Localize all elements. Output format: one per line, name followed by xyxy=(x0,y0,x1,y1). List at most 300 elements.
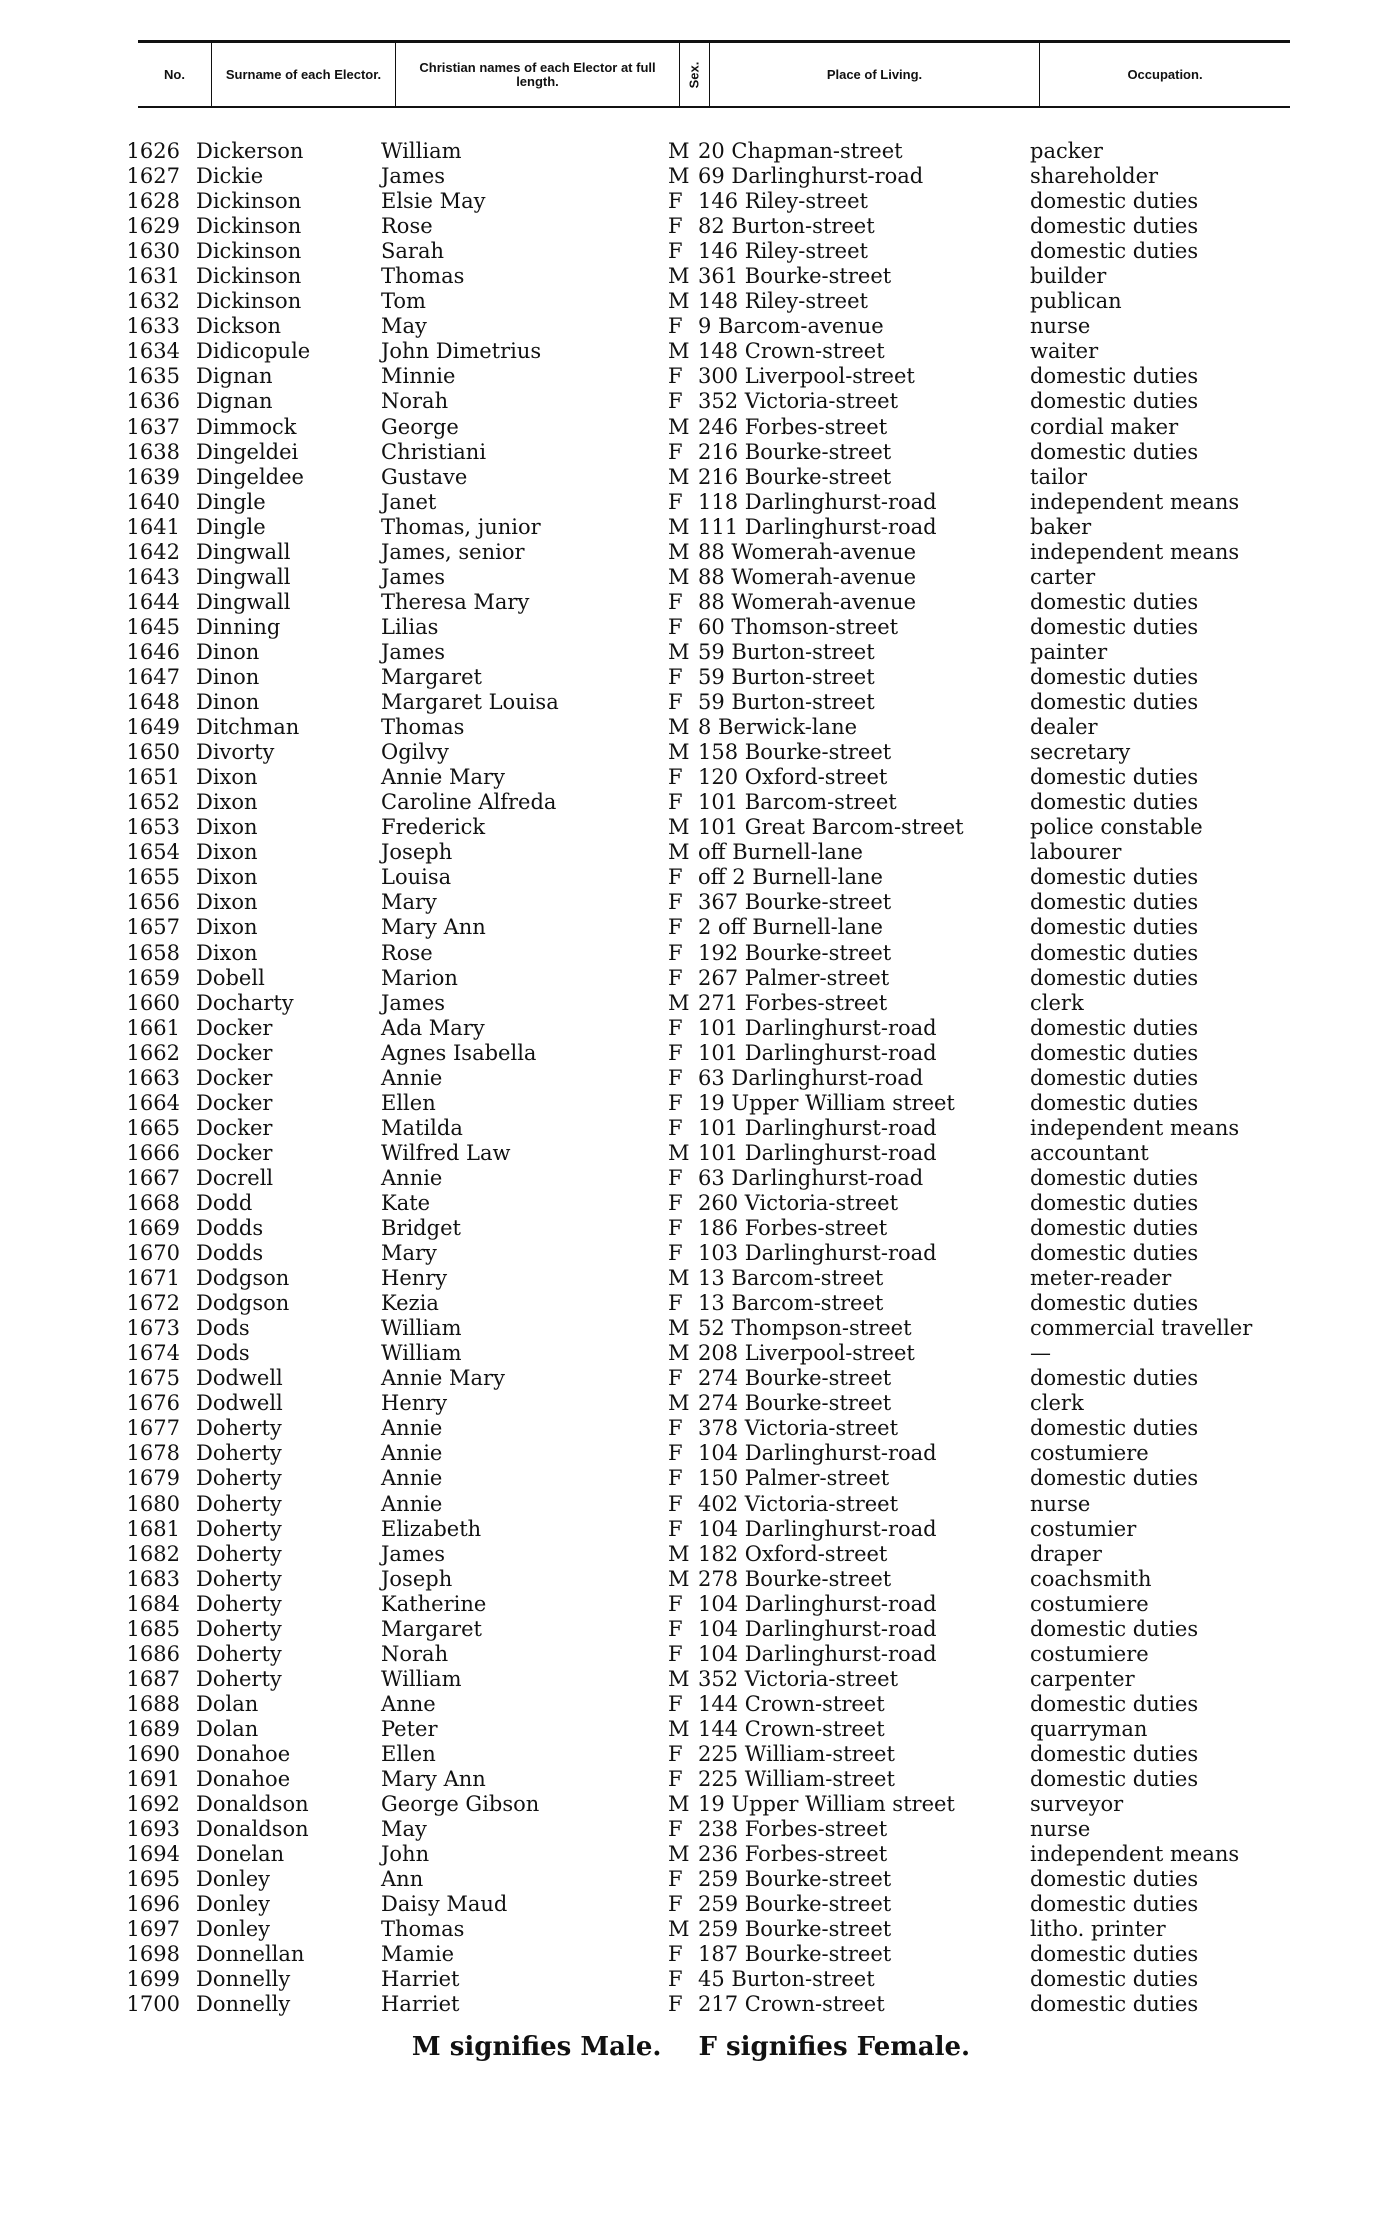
table-row xyxy=(0,1517,1382,1542)
elector-surname: Dingwall xyxy=(196,589,291,614)
elector-sex: M xyxy=(668,715,690,740)
elector-occupation: clerk xyxy=(1030,1391,1084,1416)
elector-sex: F xyxy=(668,439,683,464)
elector-number: 1700 xyxy=(126,1992,180,2017)
elector-occupation: domestic duties xyxy=(1030,1241,1199,1266)
elector-surname: Dixon xyxy=(196,815,258,840)
elector-christian-names: Matilda xyxy=(381,1115,463,1140)
elector-surname: Docker xyxy=(196,1140,273,1165)
elector-sex: F xyxy=(668,1115,683,1140)
elector-number: 1660 xyxy=(126,990,180,1015)
elector-surname: Donnelly xyxy=(196,1967,291,1992)
elector-sex: F xyxy=(668,1942,683,1967)
elector-sex: F xyxy=(668,1165,683,1190)
elector-occupation: litho. printer xyxy=(1030,1917,1166,1942)
elector-place: 111 Darlinghurst-road xyxy=(698,514,937,539)
elector-occupation: domestic duties xyxy=(1030,1967,1199,1992)
elector-occupation: nurse xyxy=(1030,1817,1091,1842)
elector-place: 101 Darlinghurst-road xyxy=(698,1040,937,1065)
elector-surname: Dingeldei xyxy=(196,439,299,464)
elector-occupation: publican xyxy=(1030,289,1122,314)
elector-christian-names: Lilias xyxy=(381,614,439,639)
elector-place: 352 Victoria-street xyxy=(698,389,899,414)
elector-christian-names: Norah xyxy=(381,389,449,414)
elector-occupation: police constable xyxy=(1030,815,1203,840)
elector-place: 2 off Burnell-lane xyxy=(698,915,883,940)
elector-christian-names: Annie Mary xyxy=(381,1366,505,1391)
table-row xyxy=(0,740,1382,765)
elector-place: 158 Bourke-street xyxy=(698,740,892,765)
elector-number: 1654 xyxy=(126,840,180,865)
elector-occupation: domestic duties xyxy=(1030,940,1199,965)
elector-surname: Donahoe xyxy=(196,1742,291,1766)
elector-sex: M xyxy=(668,339,690,364)
elector-occupation: domestic duties xyxy=(1030,765,1199,790)
elector-occupation: independent means xyxy=(1030,1115,1240,1140)
elector-christian-names: Margaret Louisa xyxy=(381,690,559,715)
elector-place: 278 Bourke-street xyxy=(698,1566,892,1591)
elector-christian-names: Anne xyxy=(381,1691,436,1716)
elector-number: 1664 xyxy=(126,1090,180,1115)
elector-number: 1651 xyxy=(126,765,180,790)
elector-christian-names: Rose xyxy=(381,214,433,239)
elector-occupation: baker xyxy=(1030,514,1092,539)
elector-surname: Dolan xyxy=(196,1716,259,1741)
elector-christian-names: Margaret xyxy=(381,1616,482,1641)
elector-place: 88 Womerah-avenue xyxy=(698,589,917,614)
table-row xyxy=(0,715,1382,740)
elector-christian-names: William xyxy=(381,139,462,163)
elector-christian-names: Henry xyxy=(381,1266,448,1291)
elector-sex: F xyxy=(668,1040,683,1065)
elector-christian-names: Thomas, junior xyxy=(381,514,541,539)
elector-christian-names: Mamie xyxy=(381,1942,455,1967)
elector-christian-names: James, senior xyxy=(381,539,525,564)
header-sex-label: Sex. xyxy=(686,61,702,88)
elector-surname: Doherty xyxy=(196,1616,282,1641)
elector-sex: M xyxy=(668,1842,690,1867)
header-place-of-living: Place of Living. xyxy=(710,43,1040,106)
male-legend: M signifies Male. xyxy=(411,2032,662,2062)
elector-surname: Doherty xyxy=(196,1441,282,1466)
elector-number: 1683 xyxy=(126,1566,180,1591)
footer-legend xyxy=(0,2032,1382,2062)
elector-place: 187 Bourke-street xyxy=(698,1942,892,1967)
elector-occupation: domestic duties xyxy=(1030,1165,1199,1190)
elector-christian-names: Louisa xyxy=(381,865,452,890)
elector-sex: F xyxy=(668,1767,683,1792)
table-row xyxy=(0,1116,1382,1141)
elector-number: 1699 xyxy=(126,1967,180,1992)
elector-number: 1662 xyxy=(126,1040,180,1065)
elector-surname: Donnelly xyxy=(196,1992,291,2017)
elector-christian-names: Marion xyxy=(381,965,458,990)
elector-occupation: tailor xyxy=(1030,464,1088,489)
table-row xyxy=(0,164,1382,189)
elector-christian-names: Kate xyxy=(381,1190,431,1215)
elector-surname: Doherty xyxy=(196,1666,282,1691)
elector-place: 271 Forbes-street xyxy=(698,990,888,1015)
elector-christian-names: George Gibson xyxy=(381,1792,540,1817)
elector-place: 186 Forbes-street xyxy=(698,1216,888,1241)
elector-christian-names: James xyxy=(381,639,446,664)
elector-sex: M xyxy=(668,564,690,589)
elector-surname: Dickinson xyxy=(196,264,302,289)
elector-surname: Dingwall xyxy=(196,539,291,564)
table-row xyxy=(0,1391,1382,1416)
elector-surname: Docharty xyxy=(196,990,294,1015)
elector-number: 1688 xyxy=(126,1691,180,1716)
elector-place: 8 Berwick-lane xyxy=(698,715,858,740)
elector-christian-names: Joseph xyxy=(381,840,453,865)
table-row xyxy=(0,264,1382,289)
elector-occupation: domestic duties xyxy=(1030,1767,1199,1792)
elector-number: 1663 xyxy=(126,1065,180,1090)
elector-christian-names: Ellen xyxy=(381,1742,436,1766)
elector-number: 1694 xyxy=(126,1842,180,1867)
elector-surname: Donaldson xyxy=(196,1792,309,1817)
elector-christian-names: Harriet xyxy=(381,1967,460,1992)
elector-surname: Dodgson xyxy=(196,1266,290,1291)
elector-christian-names: Annie xyxy=(381,1491,443,1516)
elector-sex: M xyxy=(668,139,690,163)
elector-surname: Dodwell xyxy=(196,1391,283,1416)
elector-occupation: domestic duties xyxy=(1030,239,1199,264)
elector-number: 1661 xyxy=(126,1015,180,1040)
header-christian-names: Christian names of each Elector at full length. xyxy=(396,43,680,106)
elector-sex: M xyxy=(668,164,690,189)
table-row xyxy=(0,1366,1382,1391)
header-surname: Surname of each Elector. xyxy=(212,43,396,106)
elector-occupation: domestic duties xyxy=(1030,1190,1199,1215)
elector-number: 1692 xyxy=(126,1792,180,1817)
elector-surname: Dods xyxy=(196,1341,250,1366)
table-row xyxy=(0,1191,1382,1216)
elector-christian-names: Daisy Maud xyxy=(381,1892,508,1917)
elector-occupation: domestic duties xyxy=(1030,1216,1199,1241)
elector-surname: Dinning xyxy=(196,614,281,639)
elector-christian-names: Frederick xyxy=(381,815,486,840)
elector-sex: F xyxy=(668,1616,683,1641)
elector-christian-names: Ogilvy xyxy=(381,740,449,765)
table-row xyxy=(0,815,1382,840)
elector-sex: M xyxy=(668,1341,690,1366)
elector-christian-names: Annie Mary xyxy=(381,765,505,790)
elector-surname: Dodd xyxy=(196,1190,253,1215)
elector-surname: Dodwell xyxy=(196,1366,283,1391)
elector-sex: F xyxy=(668,965,683,990)
elector-occupation: costumiere xyxy=(1030,1591,1149,1616)
elector-sex: F xyxy=(668,1190,683,1215)
table-row xyxy=(0,915,1382,940)
elector-christian-names: Tom xyxy=(381,289,426,314)
elector-occupation: independent means xyxy=(1030,1842,1240,1867)
elector-surname: Dixon xyxy=(196,915,258,940)
elector-occupation: clerk xyxy=(1030,990,1084,1015)
table-row xyxy=(0,1992,1382,2017)
elector-place: 274 Bourke-street xyxy=(698,1391,892,1416)
elector-surname: Docker xyxy=(196,1115,273,1140)
elector-sex: F xyxy=(668,865,683,890)
elector-place: 63 Darlinghurst-road xyxy=(698,1065,924,1090)
elector-number: 1659 xyxy=(126,965,180,990)
elector-occupation: domestic duties xyxy=(1030,1291,1199,1316)
elector-number: 1646 xyxy=(126,639,180,664)
elector-occupation: domestic duties xyxy=(1030,664,1199,689)
elector-christian-names: Norah xyxy=(381,1641,449,1666)
elector-number: 1673 xyxy=(126,1316,180,1341)
elector-sex: F xyxy=(668,1491,683,1516)
elector-number: 1671 xyxy=(126,1266,180,1291)
elector-number: 1645 xyxy=(126,614,180,639)
table-row xyxy=(0,1942,1382,1967)
elector-sex: F xyxy=(668,1466,683,1491)
elector-number: 1658 xyxy=(126,940,180,965)
elector-number: 1677 xyxy=(126,1416,180,1441)
elector-number: 1657 xyxy=(126,915,180,940)
elector-number: 1695 xyxy=(126,1867,180,1892)
table-row xyxy=(0,540,1382,565)
elector-sex: M xyxy=(668,1140,690,1165)
elector-place: 352 Victoria-street xyxy=(698,1666,899,1691)
elector-place: 52 Thompson-street xyxy=(698,1316,912,1341)
elector-place: 45 Burton-street xyxy=(698,1967,875,1992)
elector-number: 1638 xyxy=(126,439,180,464)
elector-christian-names: Katherine xyxy=(381,1591,487,1616)
elector-sex: M xyxy=(668,289,690,314)
table-row xyxy=(0,890,1382,915)
elector-sex: F xyxy=(668,790,683,815)
elector-place: 20 Chapman-street xyxy=(698,139,903,163)
elector-number: 1642 xyxy=(126,539,180,564)
elector-number: 1667 xyxy=(126,1165,180,1190)
elector-occupation: domestic duties xyxy=(1030,214,1199,239)
elector-christian-names: William xyxy=(381,1316,462,1341)
elector-occupation: meter-reader xyxy=(1030,1266,1172,1291)
elector-christian-names: Mary Ann xyxy=(381,1767,486,1792)
elector-sex: F xyxy=(668,239,683,264)
elector-sex: F xyxy=(668,364,683,389)
elector-christian-names: Annie xyxy=(381,1441,443,1466)
elector-number: 1670 xyxy=(126,1241,180,1266)
elector-surname: Dingwall xyxy=(196,564,291,589)
elector-number: 1669 xyxy=(126,1216,180,1241)
elector-surname: Donnellan xyxy=(196,1942,305,1967)
elector-surname: Dixon xyxy=(196,790,258,815)
elector-surname: Docker xyxy=(196,1015,273,1040)
elector-sex: F xyxy=(668,915,683,940)
elector-number: 1674 xyxy=(126,1341,180,1366)
table-row xyxy=(0,239,1382,264)
elector-christian-names: Wilfred Law xyxy=(381,1140,511,1165)
elector-surname: Dodds xyxy=(196,1216,264,1241)
elector-surname: Dixon xyxy=(196,940,258,965)
table-row xyxy=(0,139,1382,164)
elector-occupation: cordial maker xyxy=(1030,414,1179,439)
elector-christian-names: John xyxy=(381,1842,430,1867)
elector-christian-names: Annie xyxy=(381,1065,443,1090)
elector-christian-names: James xyxy=(381,564,446,589)
elector-christian-names: Annie xyxy=(381,1416,443,1441)
elector-number: 1637 xyxy=(126,414,180,439)
elector-number: 1681 xyxy=(126,1516,180,1541)
elector-place: 238 Forbes-street xyxy=(698,1817,888,1842)
table-row xyxy=(0,1567,1382,1592)
table-row xyxy=(0,1967,1382,1992)
elector-number: 1685 xyxy=(126,1616,180,1641)
elector-christian-names: Mary Ann xyxy=(381,915,486,940)
table-row xyxy=(0,1892,1382,1917)
elector-number: 1678 xyxy=(126,1441,180,1466)
elector-number: 1644 xyxy=(126,589,180,614)
elector-place: off Burnell-lane xyxy=(698,840,863,865)
elector-number: 1668 xyxy=(126,1190,180,1215)
table-row xyxy=(0,1842,1382,1867)
elector-occupation: domestic duties xyxy=(1030,1040,1199,1065)
elector-christian-names: May xyxy=(381,1817,427,1842)
elector-number: 1680 xyxy=(126,1491,180,1516)
elector-place: 146 Riley-street xyxy=(698,189,868,214)
elector-christian-names: Harriet xyxy=(381,1992,460,2017)
elector-surname: Dingle xyxy=(196,489,266,514)
elector-sex: F xyxy=(668,1291,683,1316)
elector-place: 378 Victoria-street xyxy=(698,1416,899,1441)
elector-place: 104 Darlinghurst-road xyxy=(698,1641,937,1666)
table-row xyxy=(0,790,1382,815)
elector-number: 1634 xyxy=(126,339,180,364)
elector-occupation: nurse xyxy=(1030,1491,1091,1516)
elector-place: 150 Palmer-street xyxy=(698,1466,890,1491)
elector-place: 208 Liverpool-street xyxy=(698,1341,915,1366)
elector-number: 1693 xyxy=(126,1817,180,1842)
elector-place: 225 William-street xyxy=(698,1742,895,1766)
elector-number: 1665 xyxy=(126,1115,180,1140)
elector-christian-names: Theresa Mary xyxy=(381,589,530,614)
elector-christian-names: Caroline Alfreda xyxy=(381,790,557,815)
elector-place: 182 Oxford-street xyxy=(698,1541,888,1566)
elector-christian-names: Kezia xyxy=(381,1291,439,1316)
elector-sex: F xyxy=(668,1366,683,1391)
elector-christian-names: Bridget xyxy=(381,1216,461,1241)
elector-christian-names: Thomas xyxy=(381,715,465,740)
elector-surname: Donaldson xyxy=(196,1817,309,1842)
elector-occupation: domestic duties xyxy=(1030,1015,1199,1040)
elector-sex: F xyxy=(668,1591,683,1616)
elector-number: 1647 xyxy=(126,664,180,689)
elector-surname: Donahoe xyxy=(196,1767,291,1792)
elector-christian-names: Minnie xyxy=(381,364,456,389)
elector-occupation: domestic duties xyxy=(1030,865,1199,890)
table-row xyxy=(0,1692,1382,1717)
elector-sex: F xyxy=(668,1892,683,1917)
elector-place: 59 Burton-street xyxy=(698,690,875,715)
elector-surname: Doherty xyxy=(196,1591,282,1616)
elector-occupation: carpenter xyxy=(1030,1666,1135,1691)
elector-occupation: independent means xyxy=(1030,489,1240,514)
elector-surname: Dodgson xyxy=(196,1291,290,1316)
elector-occupation: shareholder xyxy=(1030,164,1159,189)
table-row xyxy=(0,1717,1382,1742)
elector-surname: Dolan xyxy=(196,1691,259,1716)
elector-sex: M xyxy=(668,1541,690,1566)
table-row xyxy=(0,1416,1382,1441)
elector-sex: F xyxy=(668,765,683,790)
elector-occupation: domestic duties xyxy=(1030,690,1199,715)
elector-place: 88 Womerah-avenue xyxy=(698,539,917,564)
elector-place: 120 Oxford-street xyxy=(698,765,888,790)
table-row xyxy=(0,665,1382,690)
elector-occupation: labourer xyxy=(1030,840,1122,865)
elector-surname: Dignan xyxy=(196,389,273,414)
elector-place: 60 Thomson-street xyxy=(698,614,899,639)
table-row xyxy=(0,440,1382,465)
elector-occupation: — xyxy=(1030,1341,1051,1366)
elector-surname: Doherty xyxy=(196,1516,282,1541)
elector-christian-names: Rose xyxy=(381,940,433,965)
elector-occupation: commercial traveller xyxy=(1030,1316,1253,1341)
elector-number: 1636 xyxy=(126,389,180,414)
elector-sex: F xyxy=(668,1216,683,1241)
elector-place: 103 Darlinghurst-road xyxy=(698,1241,937,1266)
elector-surname: Docker xyxy=(196,1090,273,1115)
column-header-row xyxy=(138,40,1290,108)
table-row xyxy=(0,1041,1382,1066)
female-legend: F signifies Female. xyxy=(698,2032,971,2062)
elector-christian-names: James xyxy=(381,990,446,1015)
elector-place: 101 Darlinghurst-road xyxy=(698,1115,937,1140)
elector-place: 59 Burton-street xyxy=(698,664,875,689)
table-row xyxy=(0,1917,1382,1942)
elector-surname: Docrell xyxy=(196,1165,274,1190)
elector-sex: F xyxy=(668,214,683,239)
elector-surname: Doherty xyxy=(196,1416,282,1441)
elector-surname: Donley xyxy=(196,1867,271,1892)
elector-surname: Doherty xyxy=(196,1641,282,1666)
elector-number: 1652 xyxy=(126,790,180,815)
elector-place: 101 Darlinghurst-road xyxy=(698,1140,937,1165)
elector-sex: F xyxy=(668,1090,683,1115)
elector-surname: Dingle xyxy=(196,514,266,539)
elector-christian-names: Ann xyxy=(381,1867,424,1892)
elector-sex: F xyxy=(668,589,683,614)
elector-number: 1635 xyxy=(126,364,180,389)
elector-sex: F xyxy=(668,890,683,915)
table-row xyxy=(0,1166,1382,1191)
elector-place: 402 Victoria-street xyxy=(698,1491,899,1516)
elector-sex: F xyxy=(668,1691,683,1716)
elector-sex: F xyxy=(668,1441,683,1466)
elector-number: 1648 xyxy=(126,690,180,715)
elector-sex: F xyxy=(668,664,683,689)
elector-surname: Donelan xyxy=(196,1842,285,1867)
table-row xyxy=(0,590,1382,615)
elector-surname: Dickson xyxy=(196,314,281,339)
elector-occupation: waiter xyxy=(1030,339,1099,364)
elector-place: 13 Barcom-street xyxy=(698,1266,884,1291)
elector-occupation: domestic duties xyxy=(1030,1416,1199,1441)
elector-occupation: domestic duties xyxy=(1030,439,1199,464)
elector-sex: F xyxy=(668,614,683,639)
elector-sex: F xyxy=(668,1241,683,1266)
elector-occupation: domestic duties xyxy=(1030,1616,1199,1641)
table-row xyxy=(0,1667,1382,1692)
elector-number: 1691 xyxy=(126,1767,180,1792)
elector-number: 1666 xyxy=(126,1140,180,1165)
elector-surname: Dickinson xyxy=(196,239,302,264)
table-row xyxy=(0,966,1382,991)
elector-christian-names: John Dimetrius xyxy=(381,339,542,364)
elector-place: 361 Bourke-street xyxy=(698,264,892,289)
